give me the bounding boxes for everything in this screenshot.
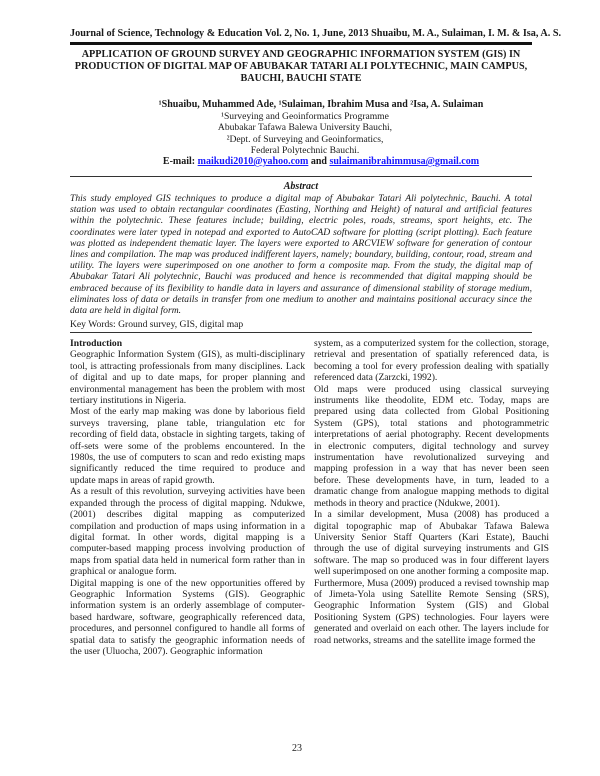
running-head: Journal of Science, Technology & Education Vol. 2, No. 1, June, 2013 Shuaibu, M. A., Sulaiman, I. M. & Isa, A. S. — [70, 28, 562, 39]
email-label: E-mail: — [162, 156, 196, 167]
email-link-1[interactable]: maikudi2010@yahoo.com — [197, 156, 309, 167]
email-link-2[interactable]: sulaimanibrahimmusa@gmail.com — [329, 156, 480, 167]
paragraph: In a similar development, Musa (2008) has produced a digital topographic map of Abubakar Tafawa Balewa University Senior Staff Quarters (Kari Estate), Bauchi through the use of digital surveying instruments and GIS software. The map so produced was in four different layers well superimposed on one another forming a composite map. — [314, 509, 549, 578]
email-joiner: and — [310, 156, 327, 167]
section-heading-introduction: Introduction — [70, 338, 123, 349]
affiliations — [70, 111, 532, 157]
right-column — [314, 338, 549, 646]
page-number: 23 — [292, 743, 302, 754]
keywords: Key Words: Ground survey, GIS, digital map — [70, 319, 244, 330]
paragraph: Geographic Information System (GIS), as multi-disciplinary tool, is attracting professionals from many disciplines. Lack of digital and up to date maps, for proper planning and environmental management has been the problem with most tertiary institutions in Nigeria. — [70, 349, 305, 407]
paragraph: Old maps were produced using classical surveying instruments like theodolite, EDM etc. Today, maps are prepared using data collected from Global Positioning System (GPS), total stations and photogrammetric interpretations of aerial photography. Recent developments in electronic computers, digital technology and survey instrumentation have revolutionalized surveying and mapping profession in a way that has never been seen before. These developments have, in turn, leaded to a dramatic change from analogue mapping methods to digital methods in theory and practice (Ndukwe, 2001). — [314, 383, 549, 509]
paragraph: Furthermore, Musa (2009) produced a revised township map of Jimeta-Yola using Satellite Remote Sensing (SRS), Geographic Information System (GIS) and Global Positioning System (GPS) technologies. Four layers were generated and overlaid on each other. The layers include for road networks, streams and the satellite image formed the — [314, 577, 549, 646]
paragraph: system, as a computerized system for the collection, storage, retrieval and presentation of spatially referenced data, is becoming a tool for every profession dealing with spatially referenced data (Zarzcki, 1992). — [314, 338, 549, 384]
affiliation-line: ²Dept. of Surveying and Geoinformatics, — [226, 133, 384, 145]
paragraph: Digital mapping is one of the new opportunities offered by Geographic Information Systems (GIS). Geographic information system is an orderly assemblage of computer-based hardware, software, geographically referenced data, procedures, and personnel configured to handle all forms of spatial data to satisfy the geographic information needs of the user (Uluocha, 2007). Geographic information — [70, 577, 305, 657]
abstract-body: This study employed GIS techniques to produce a digital map of Abubakar Tatari Ali polytechnic, Bauchi. A total station was used to obtain rectangular coordinates (Easting, Northing and Height) of natural and artificial features within the polytechnic. These features include; building, electric poles, roads, streams, sport heights, etc. The coordinates were later typed in notepad and exported to AutoCAD software for plotting (script plotting). Each feature was plotted as independent thematic layer. The layers were exported to ARCVIEW software for generation of contour lines and compilation. The map was produced indifferent layers, namely; boundary, building, contour, road, stream and utility. The layers were superimposed on one another to form a composite map. From the study, the digital map of Abubakar Tatari Ali polytechnic, Bauchi was produced and hence is recommended that digital mapping should be embraced because of its flexibility to handle data in layers and assurance of dimensional stability of storage medium, eliminates loss of data or details in transfer from one medium to another and maintains positional accuracy since the data are held in digital form. — [70, 193, 532, 317]
affiliation-line: Federal Polytechnic Bauchi. — [250, 145, 360, 157]
abstract-top-rule — [70, 176, 532, 177]
affiliation-line: Abubakar Tafawa Balewa University Bauchi, — [217, 122, 393, 134]
left-column — [70, 338, 305, 657]
author-list: ¹Shuaibu, Muhammed Ade, ¹Sulaiman, Ibrahim Musa and ²Isa, A. Sulaiman — [158, 99, 484, 110]
abstract-bottom-rule — [70, 332, 532, 333]
article-title: APPLICATION OF GROUND SURVEY AND GEOGRAPHIC INFORMATION SYSTEM (GIS) IN PRODUCTION OF DIGITAL MAP OF ABUBAKAR TATARI ALI POLYTECHNIC, MAIN CAMPUS, BAUCHI, BAUCHI STATE — [74, 49, 528, 85]
email-line — [70, 156, 532, 167]
abstract-heading: Abstract — [283, 181, 319, 192]
affiliation-line: ¹Surveying and Geoinformatics Programme — [221, 111, 389, 122]
header-rule — [70, 42, 532, 45]
paragraph: Most of the early map making was done by laborious field surveys traversing, plane table, triangulation etc for recording of field data, obstacle in sighting targets, taking of off-sets were some of the problems encountered. In the 1980s, the use of computers to scan and redo existing maps significantly reduced the time required to produce and update maps in areas of rapid growth. — [70, 406, 305, 486]
paragraph: As a result of this revolution, surveying activities have been expanded through the process of digital mapping. Ndukwe, (2001) describes digital mapping as computerized compilation and production of maps using information in a digital format. In other words, digital mapping is a computer-based mapping process involving production of maps from spatial data held in numerical form rather than in graphical or analogue form. — [70, 486, 305, 578]
